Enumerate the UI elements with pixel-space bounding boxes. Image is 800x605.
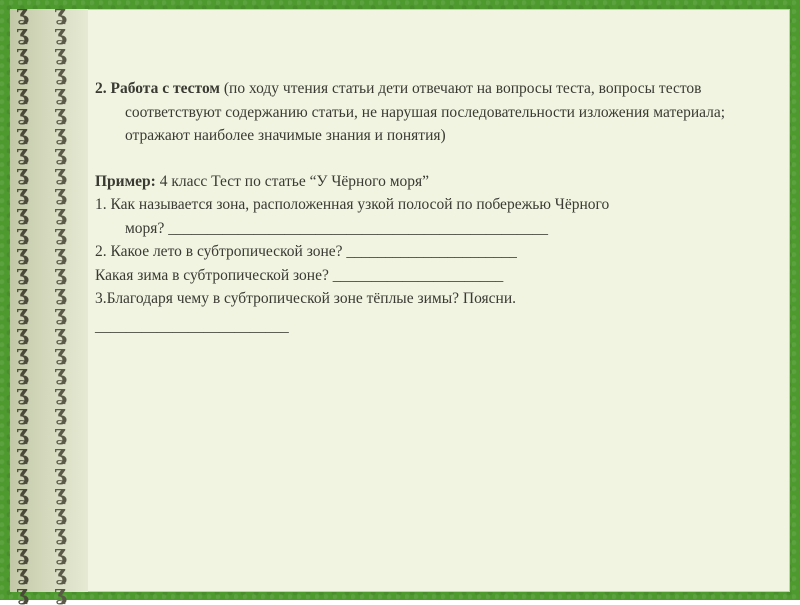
ornament-glyph: ʓ <box>16 560 28 585</box>
ornament-glyph: ʓ <box>16 0 28 25</box>
ornament-glyph: ʓ <box>16 280 28 305</box>
ornament-glyph: ʓ <box>54 400 66 425</box>
ornament-glyph: ʓ <box>16 80 28 105</box>
section-paragraph <box>95 77 765 148</box>
ornament-glyph: ʓ <box>16 240 28 265</box>
ornament-glyph: ʓ <box>16 120 28 145</box>
ornament-glyph: ʓ <box>16 180 28 205</box>
ornament-glyph: ʓ <box>16 60 28 85</box>
ornament-glyph: ʓ <box>16 300 28 325</box>
ornament-glyph: ʓ <box>54 540 66 565</box>
ornament-glyph: ʓ <box>16 40 28 65</box>
ornament-glyph: ʓ <box>54 160 66 185</box>
question-1-line-b: моря? _________________________________________________ <box>125 219 548 237</box>
example-title: 4 класс Тест по статье “У Чёрного моря” <box>155 172 430 190</box>
ornament-glyph: ʓ <box>54 420 66 445</box>
ornament-border <box>10 0 88 605</box>
ornament-glyph: ʓ <box>16 200 28 225</box>
section-description: (по ходу чтения статьи дети отвечают на вопросы теста, вопросы тестов соответствуют содержанию статьи, не нарушая последовательности изложения материала; отражают наиболее значимые знания и понятия) <box>125 80 726 144</box>
ornament-glyph: ʓ <box>54 320 66 345</box>
ornament-glyph: ʓ <box>54 220 66 245</box>
ornament-glyph: ʓ <box>54 340 66 365</box>
ornament-glyph: ʓ <box>16 220 28 245</box>
ornament-glyph: ʓ <box>16 440 28 465</box>
ornament-glyph: ʓ <box>54 520 66 545</box>
ornament-glyph: ʓ <box>16 340 28 365</box>
ornament-glyph: ʓ <box>16 320 28 345</box>
ornament-glyph: ʓ <box>54 440 66 465</box>
example-label: Пример: <box>95 172 156 190</box>
ornament-column-left <box>16 0 28 605</box>
ornament-glyph: ʓ <box>54 200 66 225</box>
ornament-glyph: ʓ <box>54 280 66 305</box>
question-1-line-a: 1. Как называется зона, расположенная узкой полосой по побережью Чёрного <box>95 196 610 213</box>
ornament-glyph: ʓ <box>54 20 66 45</box>
ornament-glyph: ʓ <box>54 260 66 285</box>
slide <box>10 0 790 605</box>
ornament-glyph: ʓ <box>16 260 28 285</box>
ornament-glyph: ʓ <box>54 120 66 145</box>
ornament-glyph: ʓ <box>54 460 66 485</box>
question-2: 2. Какое лето в субтропической зоне? ______________________ <box>95 243 517 260</box>
ornament-glyph: ʓ <box>16 460 28 485</box>
ornament-glyph: ʓ <box>54 560 66 585</box>
section-heading: 2. Работа с тестом <box>95 80 220 97</box>
ornament-glyph: ʓ <box>54 80 66 105</box>
ornament-glyph: ʓ <box>16 520 28 545</box>
slide-content <box>95 77 765 338</box>
ornament-column-right <box>54 0 66 605</box>
ornament-glyph: ʓ <box>54 180 66 205</box>
ornament-glyph: ʓ <box>16 380 28 405</box>
ornament-glyph: ʓ <box>16 100 28 125</box>
ornament-glyph: ʓ <box>54 240 66 265</box>
ornament-glyph: ʓ <box>54 580 66 605</box>
ornament-glyph: ʓ <box>54 100 66 125</box>
answer-line: _________________________ <box>95 317 289 335</box>
question-2b: Какая зима в субтропической зоне? ______________________ <box>95 266 504 284</box>
ornament-glyph: ʓ <box>16 420 28 445</box>
ornament-glyph: ʓ <box>54 140 66 165</box>
ornament-glyph: ʓ <box>54 60 66 85</box>
ornament-glyph: ʓ <box>16 360 28 385</box>
ornament-glyph: ʓ <box>54 500 66 525</box>
ornament-glyph: ʓ <box>16 140 28 165</box>
ornament-glyph: ʓ <box>16 20 28 45</box>
ornament-glyph: ʓ <box>54 380 66 405</box>
ornament-glyph: ʓ <box>16 540 28 565</box>
question-3: 3.Благодаря чему в субтропической зоне тёплые зимы? Поясни. <box>95 290 516 307</box>
ornament-glyph: ʓ <box>54 360 66 385</box>
ornament-glyph: ʓ <box>54 300 66 325</box>
ornament-glyph: ʓ <box>16 480 28 505</box>
ornament-glyph: ʓ <box>54 0 66 25</box>
ornament-glyph: ʓ <box>16 160 28 185</box>
ornament-glyph: ʓ <box>54 40 66 65</box>
ornament-glyph: ʓ <box>16 400 28 425</box>
ornament-glyph: ʓ <box>54 480 66 505</box>
ornament-glyph: ʓ <box>16 580 28 605</box>
ornament-glyph: ʓ <box>16 500 28 525</box>
example-line <box>95 170 765 194</box>
